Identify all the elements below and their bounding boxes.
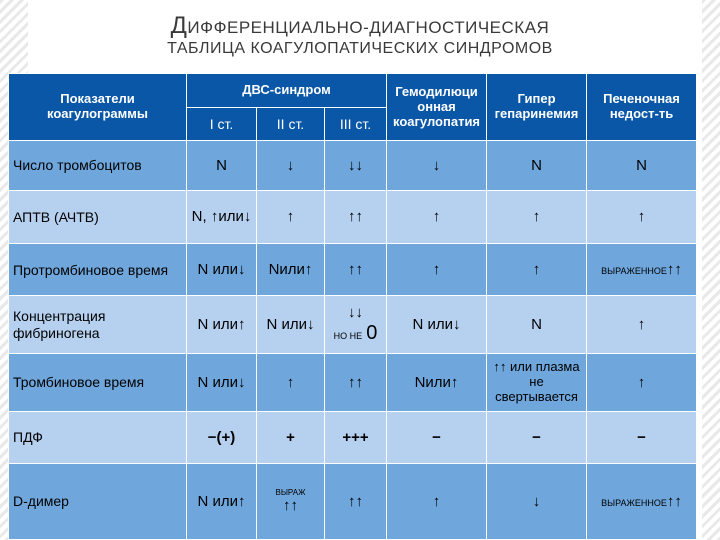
cell-stage1: N, ↑или↓ — [187, 190, 257, 244]
cell-hyperheparin: N — [487, 141, 587, 191]
table-row — [9, 190, 697, 244]
cell-stage2-note: ВЫРАЖ — [275, 488, 306, 498]
table-row — [9, 296, 697, 354]
cell-liver: − — [587, 411, 697, 463]
row-label-platelets: Число тромбоцитов — [9, 141, 187, 191]
header-stage-2: II ст. — [257, 108, 325, 141]
cell-hyperheparin: ↑ — [487, 190, 587, 244]
cell-stage1: N или↑ — [187, 296, 257, 354]
cell-stage3: ↑↑ — [325, 353, 387, 411]
cell-stage2: ↓ — [257, 141, 325, 191]
cell-stage1: −(+) — [187, 411, 257, 463]
cell-stage3: ↑↑ — [325, 190, 387, 244]
cell-stage2 — [257, 463, 325, 540]
row-label-fibrinogen: Концентрация фибриногена — [9, 296, 187, 354]
cell-stage2: + — [257, 411, 325, 463]
cell-hemodilution: ↓ — [387, 141, 487, 191]
table-row — [9, 141, 697, 191]
cell-hemodilution: N или↓ — [387, 296, 487, 354]
title-line1-text: ИФФЕРЕНЦИАЛЬНО-ДИАГНОСТИЧЕСКАЯ — [187, 18, 550, 37]
table-row — [9, 411, 697, 463]
row-label-aptt: АПТВ (АЧТВ) — [9, 190, 187, 244]
table-header-row-1 — [9, 74, 697, 108]
cell-hyperheparin: ↑ — [487, 244, 587, 296]
row-label-d-dimer: D-димер — [9, 463, 187, 540]
cell-liver-arrow: ↑↑ — [666, 492, 682, 510]
cell-stage1: N или↓ — [187, 353, 257, 411]
cell-liver-note: ВЫРАЖЕННОЕ — [601, 497, 667, 508]
cell-hemodilution: Nили↑ — [387, 353, 487, 411]
cell-liver — [587, 244, 697, 296]
row-label-prothrombin: Протромбиновое время — [9, 244, 187, 296]
cell-hyperheparin: ↑↑ или плазма не свертывается — [487, 353, 587, 411]
cell-hyperheparin: ↓ — [487, 463, 587, 540]
cell-liver — [587, 463, 697, 540]
diagnostic-table — [8, 73, 697, 540]
header-liver-failure: Печеночная недост-ть — [587, 74, 697, 141]
cell-hemodilution: ↑ — [387, 244, 487, 296]
cell-stage2: Nили↑ — [257, 244, 325, 296]
cell-stage3: ↑↑ — [325, 244, 387, 296]
cell-stage2-arrow: ↑↑ — [283, 497, 298, 515]
cell-liver: N — [587, 141, 697, 191]
header-indicators: Показатели коагулограммы — [9, 74, 187, 141]
cell-hyperheparin: − — [487, 411, 587, 463]
page-title-line1 — [0, 12, 720, 40]
header-hemodilution: Гемодилюци онная коагулопатия — [387, 74, 487, 141]
cell-stage1: N — [187, 141, 257, 191]
cell-liver-note: ВЫРАЖЕННОЕ — [601, 266, 667, 277]
cell-hemodilution: − — [387, 411, 487, 463]
cell-liver-arrow: ↑↑ — [666, 261, 682, 279]
cell-stage3: ↑↑ — [325, 463, 387, 540]
header-stage-3: III ст. — [325, 108, 387, 141]
page-title-line2: ТАБЛИЦА КОАГУЛОПАТИЧЕСКИХ СИНДРОМОВ — [167, 40, 553, 57]
cell-stage3-arrow: ↓↓ — [348, 304, 363, 322]
cell-stage2: N или↓ — [257, 296, 325, 354]
table-row — [9, 353, 697, 411]
cell-stage3: +++ — [325, 411, 387, 463]
title-first-letter: Д — [170, 12, 188, 39]
right-decor-stripe — [702, 0, 720, 540]
cell-hemodilution: ↑ — [387, 190, 487, 244]
header-stage-1: I ст. — [187, 108, 257, 141]
table-row — [9, 463, 697, 540]
cell-hyperheparin: N — [487, 296, 587, 354]
cell-stage2: ↑ — [257, 353, 325, 411]
table-row — [9, 244, 697, 296]
cell-stage3-note: НО НЕ — [333, 330, 363, 341]
cell-liver: ↑ — [587, 353, 697, 411]
row-label-thrombin: Тромбиновое время — [9, 353, 187, 411]
cell-hemodilution: ↑ — [387, 463, 487, 540]
header-hyperheparinemia: Гипер гепаринемия — [487, 74, 587, 141]
cell-stage3: ↓↓ — [325, 141, 387, 191]
cell-liver: ↑ — [587, 190, 697, 244]
cell-stage3-zero: 0 — [366, 321, 378, 344]
cell-liver: ↑ — [587, 296, 697, 354]
header-dic-syndrome: ДВС-синдром — [187, 74, 387, 108]
cell-stage1: N или↑ — [187, 463, 257, 540]
cell-stage2: ↑ — [257, 190, 325, 244]
row-label-fdp: ПДФ — [9, 411, 187, 463]
cell-stage3 — [325, 296, 387, 354]
cell-stage1: N или↓ — [187, 244, 257, 296]
